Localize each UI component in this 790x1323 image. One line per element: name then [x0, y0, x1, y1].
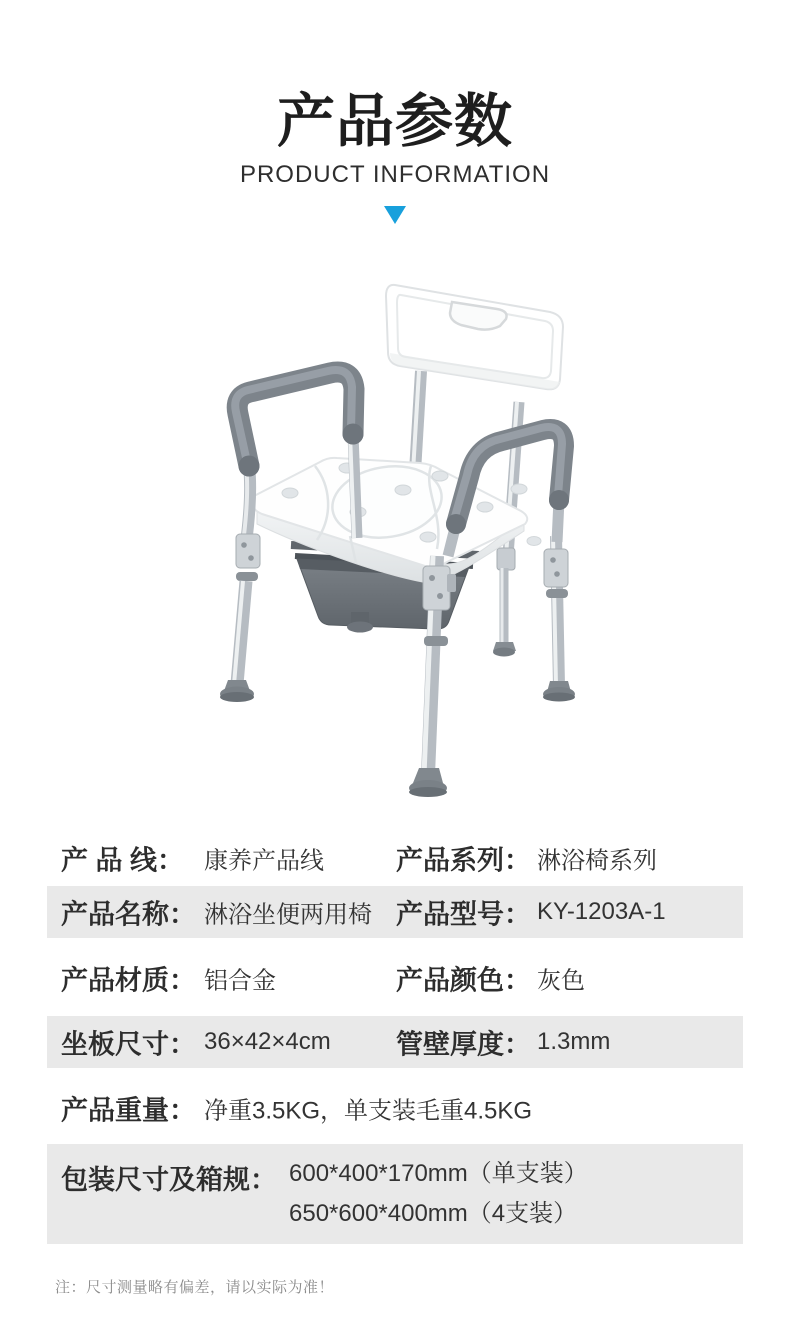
- spec-value: 灰色: [537, 967, 585, 995]
- front-right-leg: [409, 556, 456, 797]
- spec-label: 产品颜色：: [396, 965, 531, 996]
- spec-row-product-line: [47, 832, 743, 884]
- back-posts: [402, 371, 519, 570]
- packing-value-line1: 600*400*170mm（单支装）: [289, 1160, 588, 1187]
- spec-label: 产品材质：: [61, 965, 196, 996]
- left-armrest: [220, 370, 364, 702]
- spec-row-weight: [47, 1082, 743, 1134]
- spec-value: 淋浴椅系列: [537, 847, 657, 875]
- spec-value: KY-1203A-1: [537, 898, 666, 925]
- spec-label: 产品系列：: [396, 845, 531, 876]
- footnote: 注：尺寸测量略有偏差，请以实际为准！: [55, 1279, 335, 1296]
- spec-value: 净重3.5KG，单支装毛重4.5KG: [204, 1097, 533, 1125]
- spec-value: 36×42×4cm: [204, 1028, 331, 1055]
- down-triangle-icon: [384, 206, 406, 224]
- spec-row-product-name: [47, 886, 743, 938]
- rear-center-leg: [493, 568, 516, 657]
- commode-bucket: [291, 545, 479, 633]
- spec-label: 产 品 线：: [61, 845, 185, 876]
- backrest: [386, 285, 563, 389]
- spec-row-seat-size: [47, 1016, 743, 1068]
- spec-label: 产品名称：: [61, 899, 196, 930]
- spec-value: 康养产品线: [204, 847, 324, 875]
- spec-label: 包装尺寸及箱规：: [61, 1165, 277, 1195]
- spec-value: 铝合金: [204, 967, 276, 995]
- packing-values: [289, 1154, 588, 1234]
- packing-value-line2: 650*600*400mm（4支装）: [289, 1200, 578, 1227]
- spec-row-packing: [47, 1144, 743, 1244]
- spec-label: 坐板尺寸：: [61, 1029, 196, 1060]
- page-title: 产品参数: [276, 89, 513, 154]
- page-subtitle: PRODUCT INFORMATION: [239, 161, 551, 188]
- spec-row-material: [47, 952, 743, 1004]
- spec-value: 淋浴坐便两用椅: [204, 901, 372, 929]
- spec-label: 产品重量：: [61, 1095, 196, 1126]
- spec-label: 管壁厚度：: [396, 1029, 531, 1060]
- rear-right-leg: [543, 536, 575, 702]
- spec-label: 产品型号：: [396, 899, 531, 930]
- right-armrest: [446, 427, 569, 556]
- spec-value: 1.3mm: [537, 1028, 611, 1055]
- seat: [252, 458, 541, 583]
